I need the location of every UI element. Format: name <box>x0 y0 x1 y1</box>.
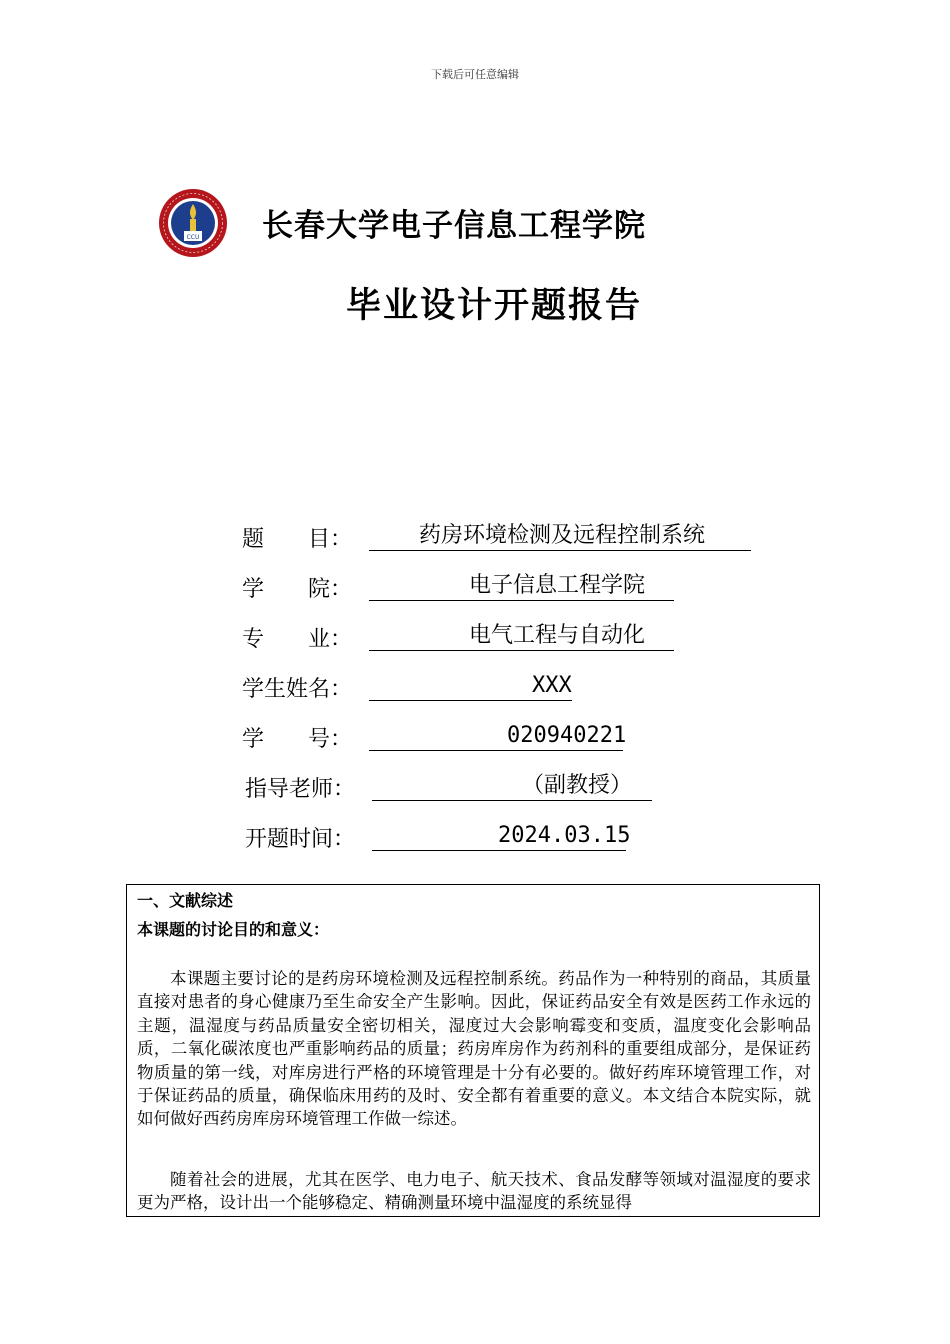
field-value: （副教授） <box>522 773 633 798</box>
college-name: 长春大学电子信息工程学院 <box>262 208 646 244</box>
body-paragraph: 本课题主要讨论的是药房环境检测及远程控制系统。药品作为一种特别的商品，其质量直接对患者的身心健康乃至生命安全产生影响。因此，保证药品安全有效是医药工作永远的主题，温湿度与药品质量安全密切相关，湿度过大会影响霉变和变质，温度变化会影响品质，二氧化碳浓度也严重影响药品的质量；药房库房作为药剂科的重要组成部分，是保证药物质量的第一线，对库房进行严格的环境管理是十分有必要的。做好药库环境管理工作，对于保证药品的质量，确保临床用药的及时、安全都有着重要的意义。本文结合本院实际，就如何做好西药房库房环境管理工作做一综述。 <box>137 969 811 1129</box>
field-label: 学 号： <box>242 727 353 752</box>
report-title: 毕业设计开题报告 <box>346 286 643 326</box>
body-paragraph: 随着社会的进展，尤其在医学、电力电子、航天技术、食品发酵等领域对温湿度的要求更为严格，设计出一个能够稳定、精确测量环境中温湿度的系统显得 <box>137 1170 811 1213</box>
field-value-line <box>369 722 627 751</box>
field-label: 指导老师： <box>245 777 356 802</box>
field-label: 学 院： <box>242 577 353 602</box>
field-value-line <box>369 572 674 601</box>
field-label: 专 业： <box>242 627 353 652</box>
field-value: 2024.03.15 <box>498 823 631 848</box>
field-value-line <box>372 772 652 801</box>
field-value: 020940221 <box>507 723 627 748</box>
field-value-line <box>372 822 631 851</box>
field-value-line <box>369 622 674 651</box>
field-value: 药房环境检测及远程控制系统 <box>419 523 706 548</box>
section-heading: 一、文献综述 <box>137 891 234 910</box>
university-seal-icon <box>158 188 228 258</box>
field-label: 开题时间： <box>245 827 356 852</box>
field-value: XXX <box>532 673 572 698</box>
section-subheading: 本课题的讨论目的和意义： <box>137 920 330 939</box>
field-value: 电子信息工程学院 <box>469 573 646 598</box>
field-value-line <box>369 522 751 551</box>
field-label: 学生姓名： <box>242 677 353 702</box>
field-value: 电气工程与自动化 <box>469 623 646 648</box>
literature-review-box <box>126 884 820 1217</box>
field-label: 题 目： <box>242 527 353 552</box>
field-value-line <box>369 672 572 701</box>
svg-text:CCU: CCU <box>186 234 200 241</box>
watermark-text: 下载后可任意编辑 <box>431 68 519 81</box>
